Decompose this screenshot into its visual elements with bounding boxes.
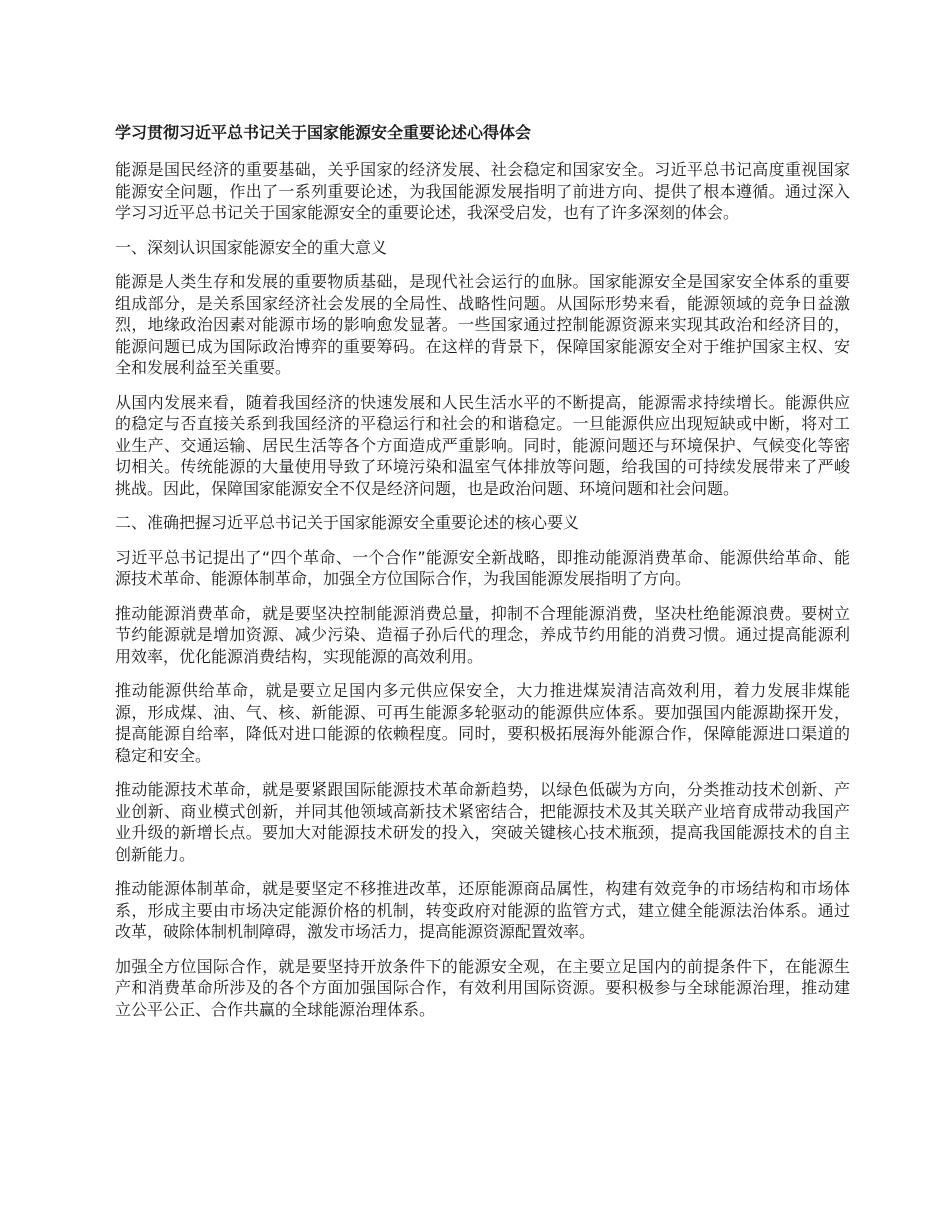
intro-paragraph: 能源是国民经济的重要基础，关乎国家的经济发展、社会稳定和国家安全。习近平总书记高度重视国家能源安全问题，作出了一系列重要论述，为我国能源发展指明了前进方向、提供了根本遵循。通过深入学习习近平总书记关于国家能源安全的重要论述，我深受启发，也有了许多深刻的体会。: [115, 160, 850, 222]
section-1-heading: 一、深刻认识国家能源安全的重大意义: [115, 237, 388, 257]
section-2-paragraph-4: 推动能源技术革命，就是要紧跟国际能源技术革命新趋势，以绿色低碳为方向，分类推动技术创新、产业创新、商业模式创新，并同其他领域高新技术紧密结合，把能源技术及其关联产业培育成带动我国产业升级的新增长点。要加大对能源技术研发的投入，突破关键核心技术瓶颈，提高我国能源技术的自主创新能力。: [115, 780, 850, 864]
section-2-paragraph-5: 推动能源体制革命，就是要坚定不移推进改革，还原能源商品属性，构建有效竞争的市场结构和市场体系，形成主要由市场决定能源价格的机制，转变政府对能源的监管方式，建立健全能源法治体系。通过改革，破除体制机制障碍，激发市场活力，提高能源资源配置效率。: [115, 879, 850, 941]
section-2-paragraph-2: 推动能源消费革命，就是要坚决控制能源消费总量，抑制不合理能源消费，坚决杜绝能源浪费。要树立节约能源就是增加资源、减少污染、造福子孙后代的理念，养成节约用能的消费习惯。通过提高能源利用效率，优化能源消费结构，实现能源的高效利用。: [115, 603, 850, 666]
document-page: [115, 122, 850, 1033]
section-2-paragraph-6: 加强全方位国际合作，就是要坚持开放条件下的能源安全观，在主要立足国内的前提条件下，在能源生产和消费革命所涉及的各个方面加强国际合作，有效利用国际资源。要积极参与全球能源治理，推动建立公平公正、合作共赢的全球能源治理体系。: [115, 956, 850, 1019]
section-2-paragraph-3: 推动能源供给革命，就是要立足国内多元供应保安全，大力推进煤炭清洁高效利用，着力发展非煤能源，形成煤、油、气、核、新能源、可再生能源多轮驱动的能源供应体系。要加强国内能源勘探开发，提高能源自给率，降低对进口能源的依赖程度。同时，要积极拓展海外能源合作，保障能源进口渠道的稳定和安全。: [115, 681, 850, 765]
section-2-heading: 二、准确把握习近平总书记关于国家能源安全重要论述的核心要义: [115, 513, 580, 532]
section-1-paragraph-1: 能源是人类生存和发展的重要物质基础，是现代社会运行的血脉。国家能源安全是国家安全体系的重要组成部分，是关系国家经济社会发展的全局性、战略性问题。从国际形势来看，能源领域的竞争日益激烈，地缘政治因素对能源市场的影响愈发显著。一些国家通过控制能源资源来实现其政治和经济目的，能源问题已成为国际政治博弈的重要筹码。在这样的背景下，保障国家能源安全对于维护国家主权、安全和发展利益至关重要。: [115, 272, 850, 377]
document-title: 学习贯彻习近平总书记关于国家能源安全重要论述心得体会: [115, 123, 532, 142]
section-2-paragraph-1: 习近平总书记提出了“四个革命、一个合作”能源安全新战略，即推动能源消费革命、能源供给革命、能源技术革命、能源体制革命，加强全方位国际合作，为我国能源发展指明了方向。: [115, 547, 850, 588]
section-1-paragraph-2: 从国内发展来看，随着我国经济的快速发展和人民生活水平的不断提高，能源需求持续增长。能源供应的稳定与否直接关系到我国经济的平稳运行和社会的和谐稳定。一旦能源供应出现短缺或中断，将对工业生产、交通运输、居民生活等各个方面造成严重影响。同时，能源问题还与环境保护、气候变化等密切相关。传统能源的大量使用导致了环境污染和温室气体排放等问题，给我国的可持续发展带来了严峻挑战。因此，保障国家能源安全不仅是经济问题，也是政治问题、环境问题和社会问题。: [115, 392, 850, 498]
